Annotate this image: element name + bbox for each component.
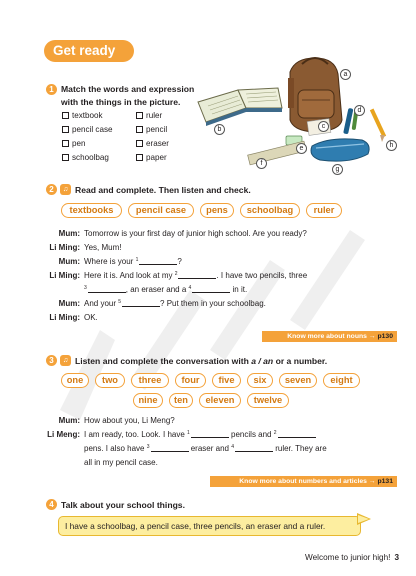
speaker: Li Ming: <box>49 313 80 322</box>
dialogue-line: I am ready, too. Look. I have $^1$ pencils and $^2$ <box>84 430 316 439</box>
word-pill: eleven <box>199 393 241 408</box>
checkbox[interactable] <box>62 140 69 147</box>
answer-blank[interactable] <box>235 444 273 452</box>
picture-letter: b <box>214 124 225 135</box>
dialogue-line: all in my pencil case. <box>84 458 158 467</box>
know-more-articles-link[interactable]: Know more about numbers and articles → p131 <box>210 476 397 487</box>
answer-blank[interactable] <box>151 444 189 452</box>
dialogue-line: Where is your $^1$ ? <box>84 257 182 266</box>
word-pill: pens <box>200 203 234 218</box>
pencil-case-illustration <box>311 139 369 161</box>
word-pill: schoolbag <box>240 203 300 218</box>
page-number: 3 <box>394 553 399 562</box>
picture-letter: a <box>340 69 351 80</box>
word-item[interactable]: paper <box>136 153 167 162</box>
section-2-number: 2 <box>46 184 57 195</box>
checkbox[interactable] <box>136 126 143 133</box>
speaker: Li Ming: <box>49 271 80 280</box>
page-title: Get ready <box>44 40 134 62</box>
speech-bubble-tail-fill <box>358 515 369 523</box>
answer-blank[interactable] <box>278 430 316 438</box>
listen-icon: ♫ <box>60 355 71 366</box>
section-2-heading: Read and complete. Then listen and check. <box>75 185 251 195</box>
speech-bubble: I have a schoolbag, a pencil case, three pencils, an eraser and a ruler. <box>58 516 361 536</box>
word-item[interactable]: schoolbag <box>62 153 109 162</box>
word-pill: textbooks <box>61 203 122 218</box>
word-pill: ruler <box>306 203 342 218</box>
speaker: Mum: <box>58 229 80 238</box>
answer-blank[interactable] <box>192 285 230 293</box>
checkbox[interactable] <box>136 154 143 161</box>
word-pill: nine <box>133 393 163 408</box>
dialogue-line: pens. I also have $^3$ eraser and $^4$ ruler. They are <box>84 444 327 453</box>
school-things-illustration <box>190 50 405 180</box>
checkbox[interactable] <box>136 112 143 119</box>
page-footer: Welcome to junior high! 3 <box>305 553 399 562</box>
word-item[interactable]: pencil <box>136 125 167 134</box>
listen-icon: ♫ <box>60 184 71 195</box>
section-1-heading-line1: Match the words and expression <box>61 84 195 94</box>
dialogue-line: And your $^5$ ? Put them in your schoolbag. <box>84 299 266 308</box>
word-pill: seven <box>279 373 317 388</box>
word-pill: pencil case <box>128 203 194 218</box>
dialogue-line: Yes, Mum! <box>84 243 122 252</box>
answer-blank[interactable] <box>178 271 216 279</box>
word-item[interactable]: pen <box>62 139 86 148</box>
picture-letter: h <box>386 140 397 151</box>
know-more-nouns-link[interactable]: Know more about nouns → p130 <box>262 331 397 342</box>
dialogue-line: How about you, Li Meng? <box>84 416 175 425</box>
picture-letter: e <box>296 143 307 154</box>
pencil-illustration <box>370 109 386 142</box>
picture-letter: d <box>354 105 365 116</box>
speaker: Li Ming: <box>49 243 80 252</box>
word-pill: three <box>131 373 169 388</box>
picture-letter: f <box>256 158 267 169</box>
dialogue-line: Tomorrow is your first day of junior high school. Are you ready? <box>84 229 307 238</box>
speaker: Mum: <box>58 299 80 308</box>
section-1-heading-line2: with the things in the picture. <box>61 97 181 107</box>
word-pill: six <box>247 373 273 388</box>
picture-letter: g <box>332 164 343 175</box>
checkbox[interactable] <box>136 140 143 147</box>
answer-blank[interactable] <box>88 285 126 293</box>
checkbox[interactable] <box>62 126 69 133</box>
dialogue-line: $^3$ , an eraser and a $^4$ in it. <box>84 285 248 294</box>
answer-blank[interactable] <box>122 299 160 307</box>
section-1-number: 1 <box>46 84 57 95</box>
section-3-heading: Listen and complete the conversation with a / an or a number. <box>75 356 328 366</box>
section-4-number: 4 <box>46 499 57 510</box>
textbook-illustration <box>198 88 282 126</box>
section-4-heading: Talk about your school things. <box>61 500 185 510</box>
checkbox[interactable] <box>62 154 69 161</box>
checkbox[interactable] <box>62 112 69 119</box>
word-item[interactable]: pencil case <box>62 125 113 134</box>
answer-blank[interactable] <box>191 430 229 438</box>
word-pill: two <box>95 373 125 388</box>
word-item[interactable]: ruler <box>136 111 162 120</box>
word-pill: one <box>61 373 89 388</box>
section-3-number: 3 <box>46 355 57 366</box>
dialogue-line: Here it is. And look at my $^2$ . I have two pencils, three <box>84 271 308 280</box>
picture-letter: c <box>318 121 329 132</box>
speaker: Mum: <box>58 416 80 425</box>
speaker: Li Meng: <box>47 430 80 439</box>
speaker: Mum: <box>58 257 80 266</box>
word-pill: twelve <box>247 393 289 408</box>
word-item[interactable]: textbook <box>62 111 103 120</box>
dialogue-line: OK. <box>84 313 98 322</box>
word-pill: ten <box>169 393 193 408</box>
word-pill: four <box>175 373 206 388</box>
word-pill: eight <box>323 373 360 388</box>
word-item[interactable]: eraser <box>136 139 169 148</box>
answer-blank[interactable] <box>139 257 177 265</box>
word-pill: five <box>212 373 241 388</box>
